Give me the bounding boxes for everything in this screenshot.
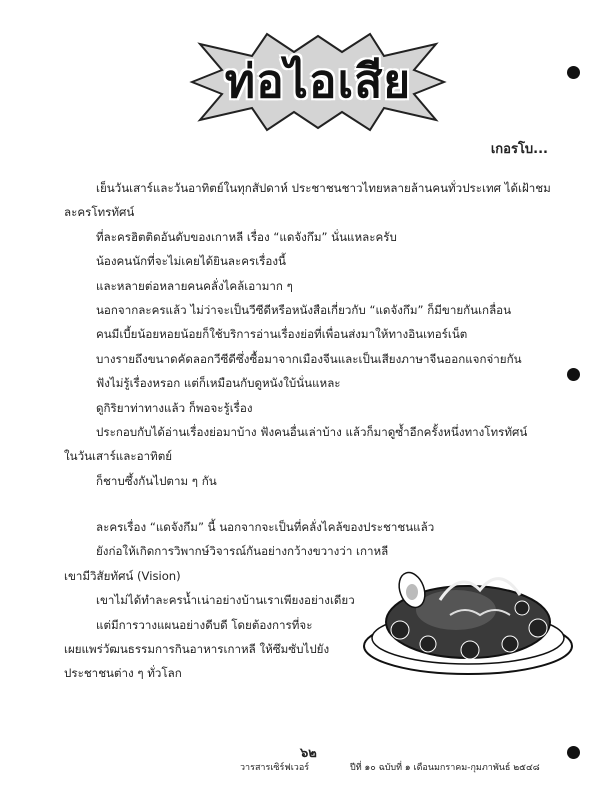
paragraph-line: นอกจากละครแล้ว ไม่ว่าจะเป็นวีซีดีหรือหนังสือเกี่ยวกับ “แดจังกึม” ก็มีขายกันเกลื่อน bbox=[96, 302, 512, 317]
paragraph-line: เขาไม่ได้ทำละครน้ำเน่าอย่างบ้านเราเพียงอย่างเดียว bbox=[96, 593, 355, 608]
paragraph-line: ที่ละครฮิตติดอันดับของเกาหลี เรื่อง “แดจังกึม” นั่นแหละครับ bbox=[96, 229, 397, 244]
paragraph-line: และหลายต่อหลายคนคลั่งไคล้เอามาก ๆ bbox=[96, 278, 293, 293]
paragraph-line: แต่มีการวางแผนอย่างดีบดี โดยต้องการที่จะ bbox=[96, 617, 313, 632]
food-dish-illustration bbox=[360, 560, 576, 678]
paragraph-line: ประกอบกับได้อ่านเรื่องย่อมาบ้าง ฟังคนอื่นเล่าบ้าง แล้วก็มาดูซ้ำอีกครั้งหนึ่งทางโทรทัศน์ bbox=[96, 424, 528, 439]
paragraph-line: บางรายถึงขนาดคัดลอกวีซีดีซึ่งซื้อมาจากเมืองจีนและเป็นเสียงภาษาจีนออกแจกจ่ายกัน bbox=[96, 351, 522, 366]
author-byline: เกอรโบ... bbox=[490, 142, 548, 157]
paragraph-line: เขามีวิสัยทัศน์ (Vision) bbox=[64, 568, 181, 583]
article-title: ท่อไอเสีย bbox=[224, 54, 412, 108]
paragraph-line: เผยแพร่วัฒนธรรมการกินอาหารเกาหลี ให้ซึมซับไปยัง bbox=[64, 642, 330, 657]
paragraph-line: น้องคนนักที่จะไม่เคยได้ยินละครเรื่องนี้ bbox=[96, 254, 286, 269]
binder-hole bbox=[567, 368, 580, 381]
paragraph-line: ในวันเสาร์และอาทิตย์ bbox=[64, 449, 173, 464]
paragraph-line: ละครเรื่อง “แดจังกึม” นี้ นอกจากจะเป็นที่คลั่งไคล้ของประชาชนแล้ว bbox=[96, 520, 435, 535]
paragraph-line: ยังก่อให้เกิดการวิพากษ์วิจารณ์กันอย่างกว้างขวางว่า เกาหลี bbox=[96, 544, 389, 559]
issue-info: ปีที่ ๑๐ ฉบับที่ ๑ เดือนมกราคม-กุมภาพันธ์ ๒๕๔๘ bbox=[350, 763, 540, 773]
binder-hole bbox=[567, 66, 580, 79]
paragraph-line: ฟังไม่รู้เรื่องหรอก แต่ก็เหมือนกับดูหนังใบ้นั่นแหละ bbox=[96, 376, 341, 391]
page-number: ๖๒ bbox=[300, 746, 317, 761]
binder-hole bbox=[567, 746, 580, 759]
paragraph-line: คนมีเบี้ยน้อยหอยน้อยก็ใช้บริการอ่านเรื่องย่อที่เพื่อนส่งมาให้ทางอินเทอร์เน็ต bbox=[96, 327, 468, 342]
paragraph-line: ก็ชาบซึ้งกันไปตาม ๆ กัน bbox=[96, 473, 217, 488]
journal-name: วารสารเซิร์ฟเวอร์ bbox=[240, 763, 310, 773]
paragraph-line: เย็นวันเสาร์และวันอาทิตย์ในทุกสัปดาห์ ประชาชนชาวไทยหลายล้านคนทั่วประเทศ ได้เฝ้าชม bbox=[96, 181, 551, 195]
paragraph-line: ประชาชนต่าง ๆ ทั่วโลก bbox=[64, 666, 182, 681]
paragraph-line: ดูกิริยาท่าทางแล้ว ก็พอจะรู้เรื่อง bbox=[96, 400, 253, 415]
paragraph-line: ละครโทรทัศน์ bbox=[64, 205, 135, 220]
